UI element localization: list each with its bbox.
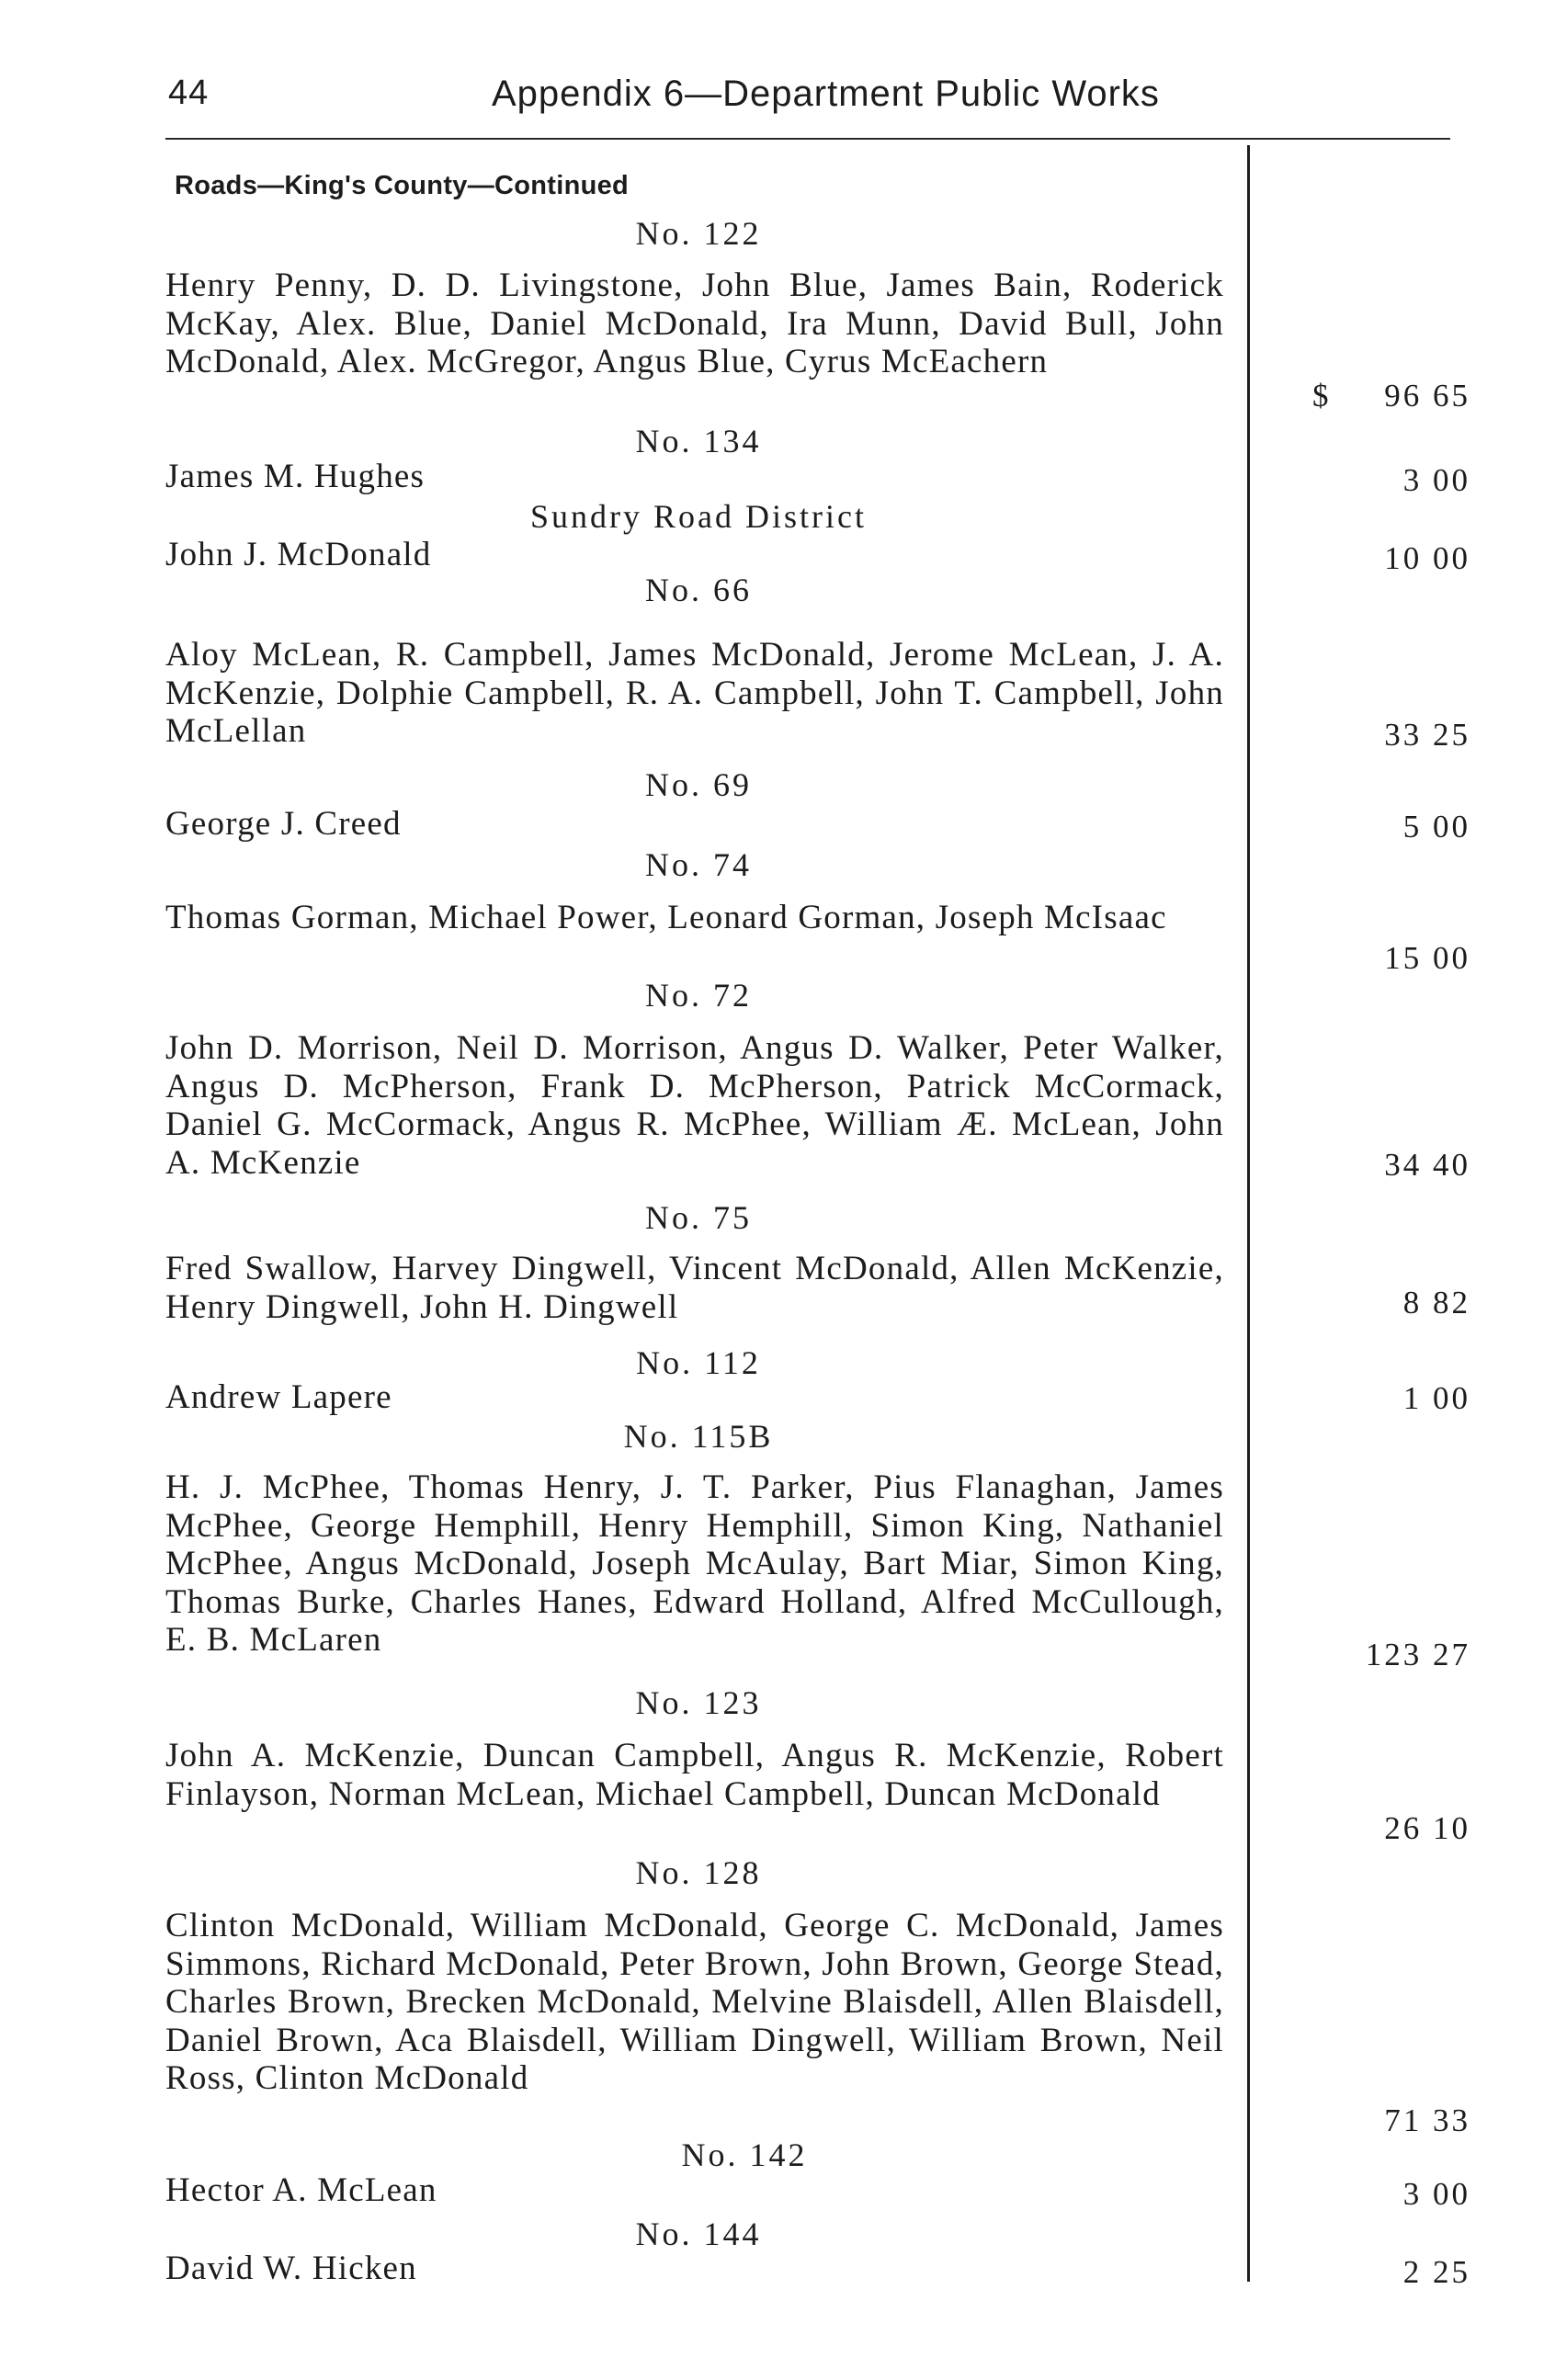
entry-names: George J. Creed	[165, 805, 402, 843]
entry-amount: 8 82	[1402, 1285, 1470, 1320]
entry-heading: No. 122	[635, 215, 762, 252]
entry-heading: No. 142	[681, 2136, 808, 2173]
entry-names: H. J. McPhee, Thomas Henry, J. T. Parker, Pius Flanaghan, James McPhee, George Hemphill, Henry Hemphill, Simon King, Nathaniel McPhee, Angus McDonald, Joseph McAulay, Bart Miar, Simon King, Thomas Burke, Charles Hanes, Edward Holland, Alfred McCullough, E. B. McLaren	[165, 1468, 1224, 1659]
entry-amount	[1268, 380, 1470, 412]
amount-value: 96 65	[1384, 378, 1470, 414]
entry-amount: 71 33	[1384, 2102, 1470, 2138]
entry-amount: 123 27	[1365, 1637, 1470, 1672]
entry-names: Thomas Gorman, Michael Power, Leonard Gorman, Joseph McIsaac	[165, 899, 1167, 936]
entry-amount: 5 00	[1402, 809, 1470, 844]
entry-heading: No. 75	[645, 1199, 752, 1236]
entry-amount: 33 25	[1384, 717, 1470, 753]
entry-amount: 10 00	[1384, 540, 1470, 576]
entry-amount: 3 00	[1402, 2176, 1470, 2212]
entry-names: John A. McKenzie, Duncan Campbell, Angus R. McKenzie, Robert Finlayson, Norman McLean, Michael Campbell, Duncan McDonald	[165, 1737, 1224, 1813]
page-number: 44	[168, 74, 210, 112]
entry-heading: No. 123	[635, 1684, 762, 1721]
section-title: Roads—King's County—Continued	[175, 171, 630, 200]
entry-amount: 15 00	[1384, 940, 1470, 976]
entry-names: Hector A. McLean	[165, 2171, 437, 2209]
entry-names: Fred Swallow, Harvey Dingwell, Vincent McDonald, Allen McKenzie, Henry Dingwell, John H. Dingwell	[165, 1250, 1224, 1326]
entry-names: John D. Morrison, Neil D. Morrison, Angus D. Walker, Peter Walker, Angus D. McPherson, Frank D. McPherson, Patrick McCormack, Daniel G. McCormack, Angus R. McPhee, William Æ. McLean, John A. McKenzie	[165, 1029, 1224, 1182]
currency-symbol: $	[1312, 378, 1332, 414]
entry-amount: 2 25	[1402, 2254, 1470, 2290]
amount-column-rule	[1247, 145, 1250, 2282]
entry-heading: No. 128	[635, 1854, 762, 1891]
entry-amount: 3 00	[1402, 462, 1470, 498]
entry-names: Andrew Lapere	[165, 1378, 392, 1416]
entry-names: John J. McDonald	[165, 536, 432, 573]
entry-heading: No. 69	[645, 766, 752, 803]
entry-heading: No. 115B	[623, 1418, 774, 1455]
entry-names: Clinton McDonald, William McDonald, George C. McDonald, James Simmons, Richard McDonald, Peter Brown, John Brown, George Stead, Charles Brown, Brecken McDonald, Melvine Blaisdell, Allen Blaisdell, Daniel Brown, Aca Blaisdell, William Dingwell, William Brown, Neil Ross, Clinton McDonald	[165, 1907, 1224, 2097]
entry-amount: 26 10	[1384, 1810, 1470, 1846]
entry-names: Henry Penny, D. D. Livingstone, John Blue, James Bain, Roderick McKay, Alex. Blue, Daniel McDonald, Ira Munn, David Bull, John McDonald, Alex. McGregor, Angus Blue, Cyrus McEachern	[165, 266, 1224, 380]
entry-names: David W. Hicken	[165, 2250, 417, 2287]
entry-heading: No. 134	[635, 423, 762, 459]
entry-amount: 1 00	[1402, 1380, 1470, 1416]
entry-names: James M. Hughes	[165, 458, 426, 495]
entry-amount: 34 40	[1384, 1147, 1470, 1183]
entry-heading: No. 144	[635, 2216, 762, 2252]
entry-heading: No. 112	[636, 1344, 761, 1381]
entry-heading: No. 66	[645, 572, 752, 608]
entry-heading: Sundry Road District	[530, 498, 867, 535]
entry-heading: No. 72	[645, 977, 752, 1014]
page-title: Appendix 6—Department Public Works	[492, 74, 1160, 114]
header-rule	[165, 138, 1450, 140]
entry-names: Aloy McLean, R. Campbell, James McDonald, Jerome McLean, J. A. McKenzie, Dolphie Campbell, R. A. Campbell, John T. Campbell, John McLellan	[165, 636, 1224, 750]
entry-heading: No. 74	[645, 846, 752, 883]
